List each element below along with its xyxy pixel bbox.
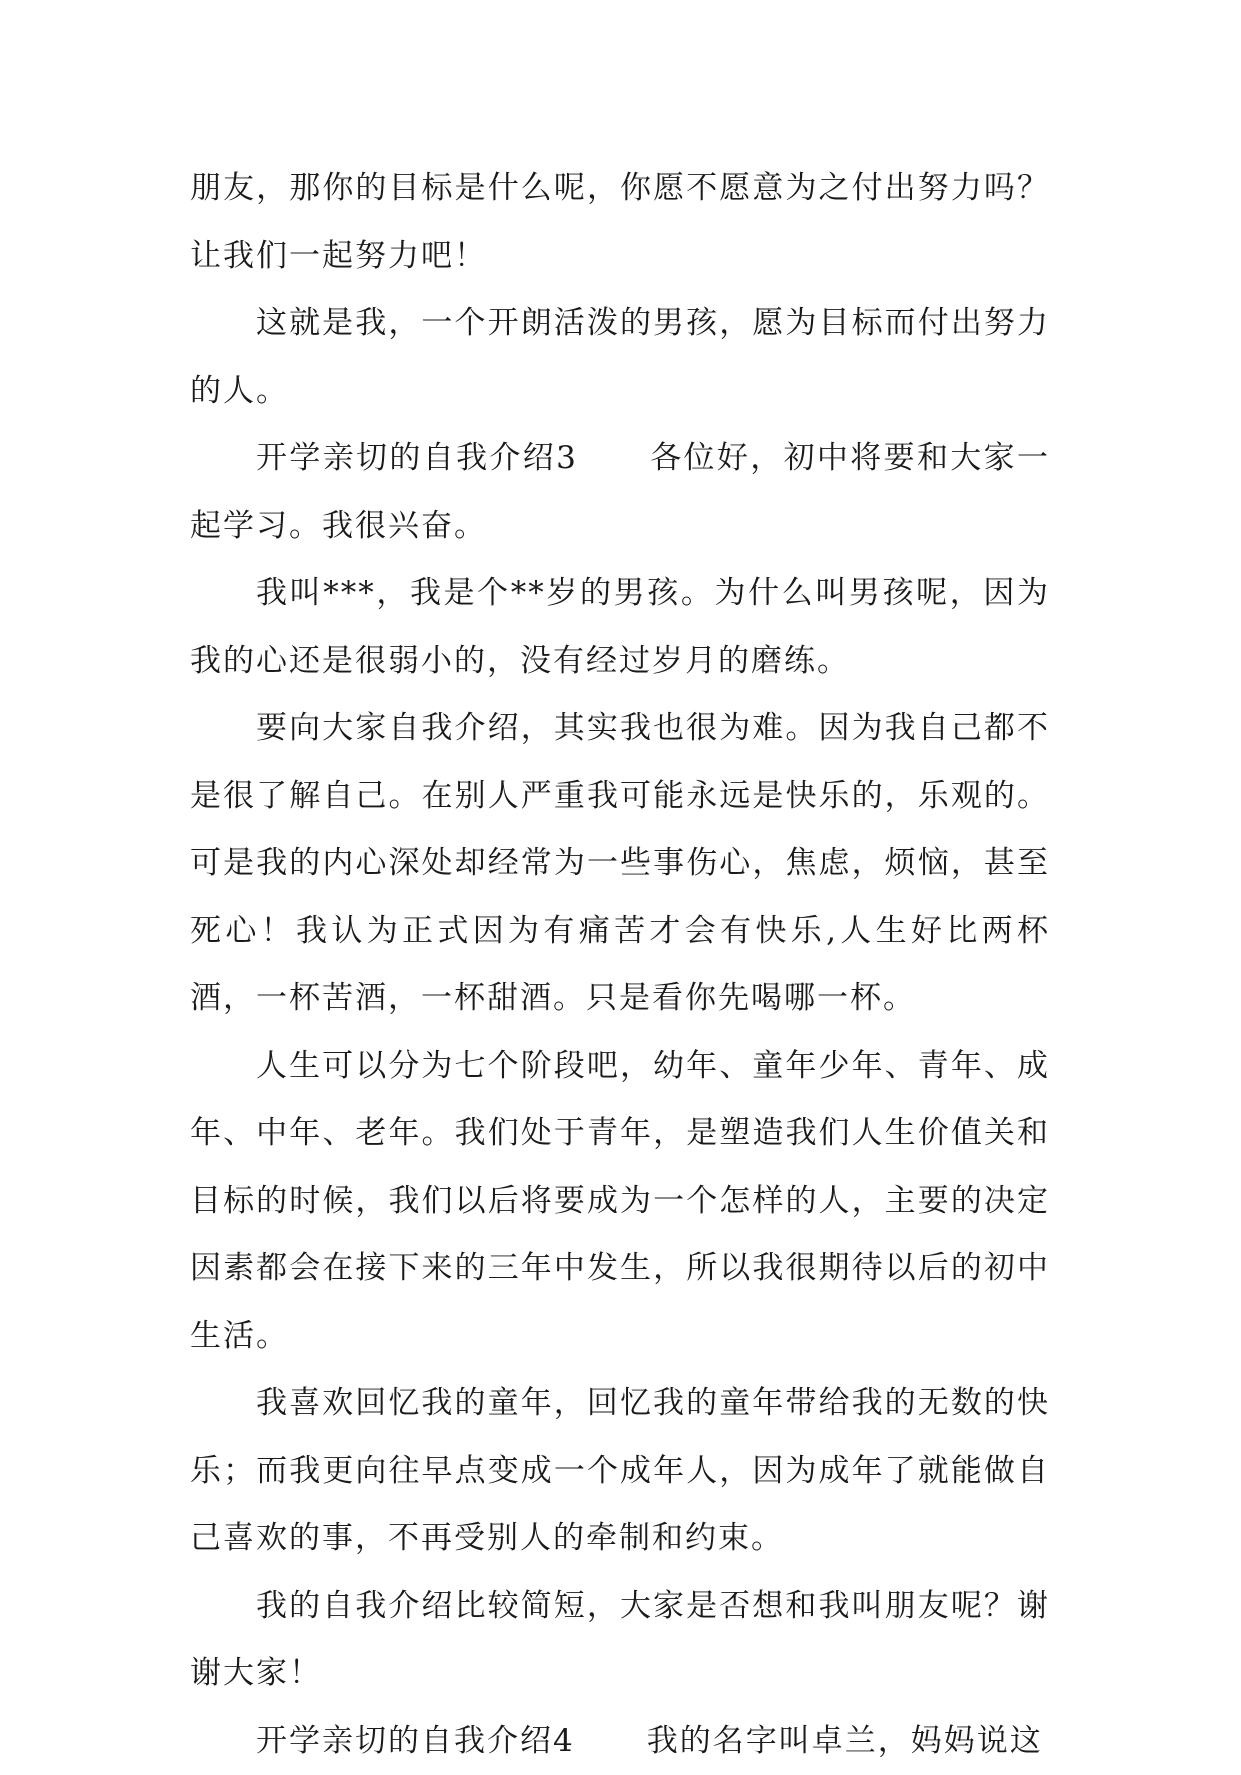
paragraph-3 [190,425,1050,560]
paragraph-text: 朋友，那你的目标是什么呢，你愿不愿意为之付出努力吗？让我们一起努力吧！ [190,170,1050,274]
document-page [190,155,1050,1775]
section-heading: 开学亲切的自我介绍4 [256,1723,575,1759]
paragraph-text: 我叫***，我是个**岁的男孩。为什么叫男孩呢，因为我的心还是很弱小的，没有经过岁月的磨练。 [190,575,1050,679]
paragraph-8 [190,1573,1050,1708]
paragraph-9 [190,1708,1050,1775]
paragraph-text: 我的名字叫卓兰，妈妈说这 [647,1723,1043,1759]
paragraph-text: 人生可以分为七个阶段吧，幼年、童年少年、青年、成年、中年、老年。我们处于青年，是塑造我们人生价值关和目标的时候，我们以后将要成为一个怎样的人，主要的决定因素都会在接下来的三年中发生，所以我很期待以后的初中生活。 [190,1048,1050,1354]
paragraph-5 [190,695,1050,1033]
paragraph-text: 要向大家自我介绍，其实我也很为难。因为我自己都不是很了解自己。在别人严重我可能永远是快乐的，乐观的。可是我的内心深处却经常为一些事伤心，焦虑，烦恼，甚至死心！我认为正式因为有痛苦才会有快乐,人生好比两杯酒，一杯苦酒，一杯甜酒。只是看你先喝哪一杯。 [190,710,1050,1016]
section-heading: 开学亲切的自我介绍3 [256,440,578,476]
paragraph-7 [190,1370,1050,1573]
paragraph-text: 我的自我介绍比较简短，大家是否想和我叫朋友呢？谢谢大家！ [190,1588,1050,1692]
paragraph-2 [190,290,1050,425]
paragraph-6 [190,1033,1050,1371]
paragraph-text: 这就是我，一个开朗活泼的男孩，愿为目标而付出努力的人。 [190,305,1050,409]
paragraph-4 [190,560,1050,695]
paragraph-1 [190,155,1050,290]
paragraph-text: 我喜欢回忆我的童年，回忆我的童年带给我的无数的快乐；而我更向往早点变成一个成年人，因为成年了就能做自己喜欢的事，不再受别人的牵制和约束。 [190,1385,1050,1556]
paragraph-text: 各位好，初中将要和大家一起学习。我很兴奋。 [190,440,1050,544]
